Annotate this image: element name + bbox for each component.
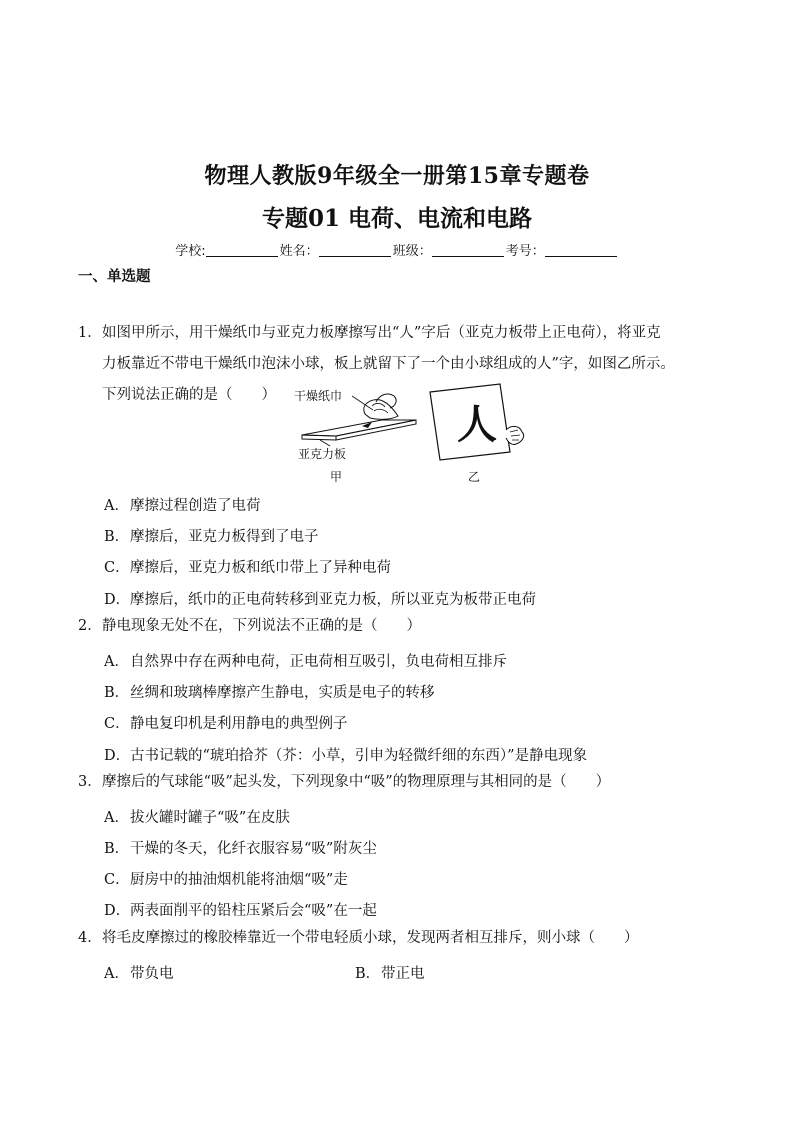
option-text: 摩擦后，亚克力板和纸巾带上了异种电荷 <box>130 560 391 576</box>
acrylic-board-drawing <box>294 388 416 484</box>
id-blank[interactable] <box>545 243 617 257</box>
option-letter: B． <box>104 685 130 701</box>
option-letter: D． <box>104 903 131 919</box>
board-with-character-drawing <box>430 384 524 484</box>
school-blank[interactable] <box>206 243 278 257</box>
figure-label-paper-towel: 干燥纸巾 <box>294 389 343 403</box>
question-number: 3． <box>78 774 102 790</box>
question-3-option-d[interactable] <box>104 899 377 920</box>
question-2-option-a[interactable] <box>104 650 507 671</box>
option-letter: B． <box>104 529 130 545</box>
question-number: 1． <box>78 325 102 341</box>
option-letter: A． <box>104 966 129 982</box>
option-text: 摩擦后，纸巾的正电荷转移到亚克力板，所以亚克为板带正电荷 <box>130 592 536 608</box>
option-letter: D． <box>104 592 131 608</box>
option-text: 摩擦过程创造了电荷 <box>130 498 261 514</box>
option-letter: A． <box>104 654 129 670</box>
question-text-line: 如图甲所示，用干燥纸巾与亚克力板摩擦写出“人”字后（亚克力板带上正电荷），将亚克 <box>102 325 661 341</box>
question-3-option-b[interactable] <box>104 837 377 858</box>
figure-caption-right: 乙 <box>468 470 481 484</box>
option-text: 丝绸和玻璃棒摩擦产生静电，实质是电子的转移 <box>130 685 435 701</box>
option-text: 带正电 <box>381 966 425 982</box>
question-3-option-a[interactable] <box>104 806 290 827</box>
question-3-option-c[interactable] <box>104 868 348 889</box>
option-text: 自然界中存在两种电荷，正电荷相互吸引，负电荷相互排斥 <box>130 654 507 670</box>
option-letter: C． <box>104 872 130 888</box>
question-1-figure <box>290 380 540 490</box>
option-letter: C． <box>104 716 130 732</box>
option-letter: A． <box>104 498 129 514</box>
document-title: 物理人教版9年级全一册第15章专题卷 <box>204 163 590 189</box>
question-1-option-d[interactable] <box>104 588 536 609</box>
option-text: 干燥的冬天，化纤衣服容易“吸”附灰尘 <box>130 841 377 857</box>
name-label: 姓名： <box>279 244 319 259</box>
question-text-line: 下列说法正确的是（ ） <box>102 387 276 403</box>
question-text-line: 力板靠近不带电干燥纸巾泡沫小球，板上就留下了一个由小球组成的人”字，如图乙所示。 <box>102 356 675 372</box>
question-4 <box>78 923 639 954</box>
question-text-line: 将毛皮摩擦过的橡胶棒靠近一个带电轻质小球，发现两者相互排斥，则小球（ ） <box>102 930 639 946</box>
option-text: 摩擦后，亚克力板得到了电子 <box>130 529 319 545</box>
question-3 <box>78 767 610 798</box>
board-character: 人 <box>457 402 497 448</box>
school-label: 学校: <box>175 244 206 259</box>
figure-label-acrylic-board: 亚克力板 <box>298 447 347 461</box>
question-text-line: 静电现象无处不在，下列说法不正确的是（ ） <box>102 618 421 634</box>
option-letter: A． <box>104 810 129 826</box>
option-text: 拔火罐时罐子“吸”在皮肤 <box>130 810 290 826</box>
question-text-line: 摩擦后的气球能“吸”起头发，下列现象中“吸”的物理原理与其相同的是（ ） <box>102 774 611 790</box>
question-1-option-b[interactable] <box>104 525 319 546</box>
question-4-option-b[interactable] <box>355 962 425 983</box>
class-blank[interactable] <box>432 243 504 257</box>
question-number: 4． <box>78 930 102 946</box>
class-label: 班级： <box>392 244 432 259</box>
figure-caption-left: 甲 <box>330 470 343 484</box>
question-1-option-a[interactable] <box>104 494 261 515</box>
id-label: 考号： <box>505 244 545 259</box>
question-2-option-b[interactable] <box>104 681 435 702</box>
student-info-line <box>0 240 794 259</box>
question-4-option-a[interactable] <box>104 962 174 983</box>
option-letter: C． <box>104 560 130 576</box>
option-text: 带负电 <box>130 966 174 982</box>
option-text: 厨房中的抽油烟机能将油烟“吸”走 <box>130 872 348 888</box>
option-text: 古书记载的“琥珀拾芥（芥：小草，引申为轻微纤细的东西）”是静电现象 <box>130 748 588 764</box>
question-2-option-c[interactable] <box>104 712 348 733</box>
question-number: 2． <box>78 618 102 634</box>
option-text: 静电复印机是利用静电的典型例子 <box>130 716 348 732</box>
option-letter: B． <box>104 841 130 857</box>
option-letter: D． <box>104 748 131 764</box>
section-heading: 一、单选题 <box>78 269 151 285</box>
question-2-option-d[interactable] <box>104 744 587 765</box>
option-letter: B． <box>355 966 381 982</box>
name-blank[interactable] <box>319 243 391 257</box>
question-2 <box>78 611 421 642</box>
question-1-option-c[interactable] <box>104 556 391 577</box>
document-subtitle: 专题01 电荷、电流和电路 <box>261 205 532 232</box>
option-text: 两表面削平的铅柱压紧后会“吸”在一起 <box>130 903 377 919</box>
